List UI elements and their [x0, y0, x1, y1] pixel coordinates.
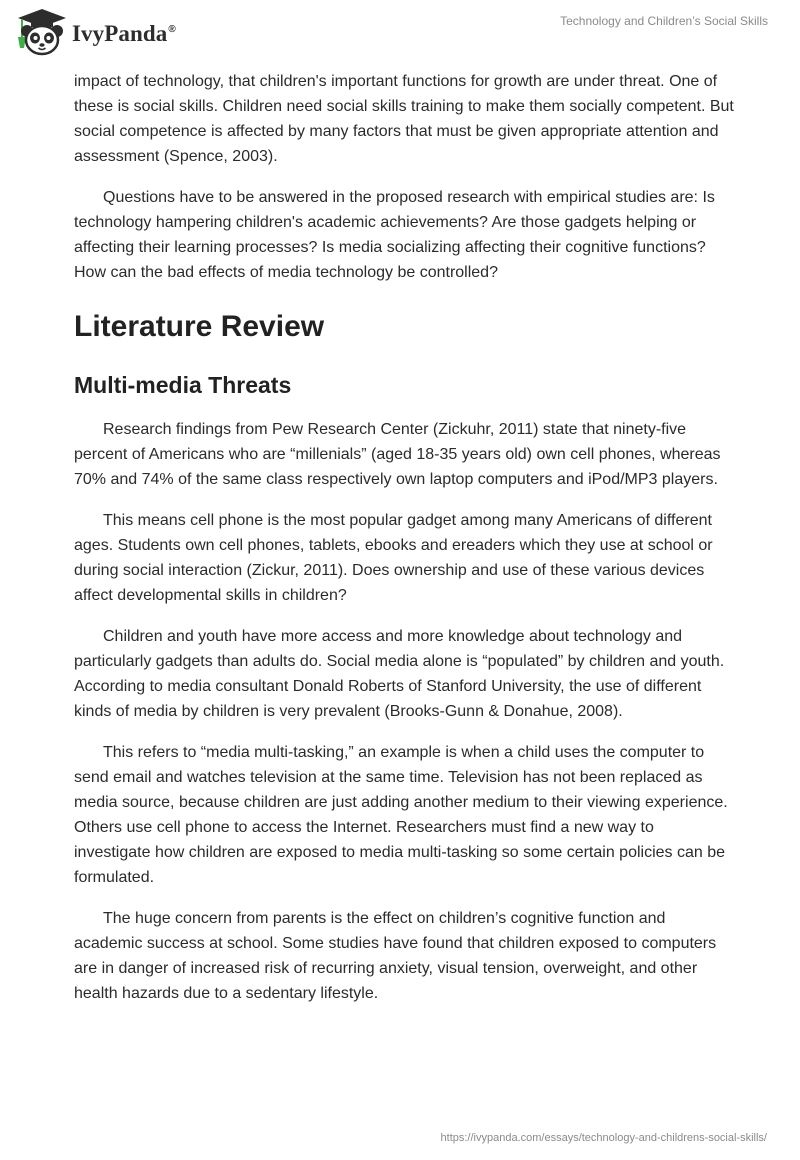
- ivypanda-logo[interactable]: [14, 7, 176, 57]
- panda-graduate-icon: [14, 7, 70, 57]
- logo-text: IvyPanda: [72, 21, 168, 46]
- paragraph-research-questions: Questions have to be answered in the proposed research with empirical studies are: Is technology hampering children's academic achievements? Are those gadgets helping or affecting their learning processes? Is media socializing affecting their cognitive functions? How can the bad effects of media technology be controlled?: [74, 189, 715, 281]
- source-url-link[interactable]: https://ivypanda.com/essays/technology-and-childrens-social-skills/: [440, 1132, 767, 1144]
- page-header: [0, 0, 800, 70]
- registered-mark: ®: [168, 24, 176, 36]
- logo-wordmark: [72, 21, 176, 47]
- paragraph-cell-phone-popularity: This means cell phone is the most popular gadget among many Americans of different ages. Students own cell phones, tablets, ebooks and ereaders which they use at school or during social interaction (Zickur, 2011). Does ownership and use of these various devices affect developmental skills in children?: [74, 512, 713, 604]
- paragraph-pew-research: Research findings from Pew Research Center (Zickuhr, 2011) state that ninety-five percent of Americans who are “millenials” (aged 18-35 years old) own cell phones, whereas 70% and 74% of the same class respectively own laptop computers and iPod/MP3 players.: [74, 421, 721, 488]
- paragraph-parent-concerns: The huge concern from parents is the effect on children’s cognitive function and academic success at school. Some studies have found that children exposed to computers are in danger of increased risk of recurring anxiety, visual tension, overweight, and other health hazards due to a sedentary lifestyle.: [74, 910, 717, 1002]
- paragraph-intro-continued: impact of technology, that children's important functions for growth are under threat. One of these is social skills. Children need social skills training to make them socially competent. But social competence is affected by many factors that must be given appropriate attention and assessment (Spence, 2003).: [74, 73, 734, 165]
- document-title: Technology and Children’s Social Skills: [560, 14, 768, 28]
- heading-literature-review: Literature Review: [74, 310, 325, 343]
- heading-multimedia-threats: Multi-media Threats: [74, 372, 292, 398]
- essay-content: [74, 69, 734, 1022]
- paragraph-youth-access: Children and youth have more access and more knowledge about technology and particularly gadgets than adults do. Social media alone is “populated” by children and youth. According to media consultant Donald Roberts of Stanford University, the use of different kinds of media by children is very prevalent (Brooks-Gunn & Donahue, 2008).: [74, 628, 725, 720]
- paragraph-media-multitasking: This refers to “media multi-tasking,” an example is when a child uses the computer to send email and watches television at the same time. Television has not been replaced as media source, because children are just adding another medium to their viewing experience. Others use cell phone to access the Internet. Researchers must find a new way to investigate how children are exposed to media multi-tasking so some certain policies can be formulated.: [74, 744, 728, 886]
